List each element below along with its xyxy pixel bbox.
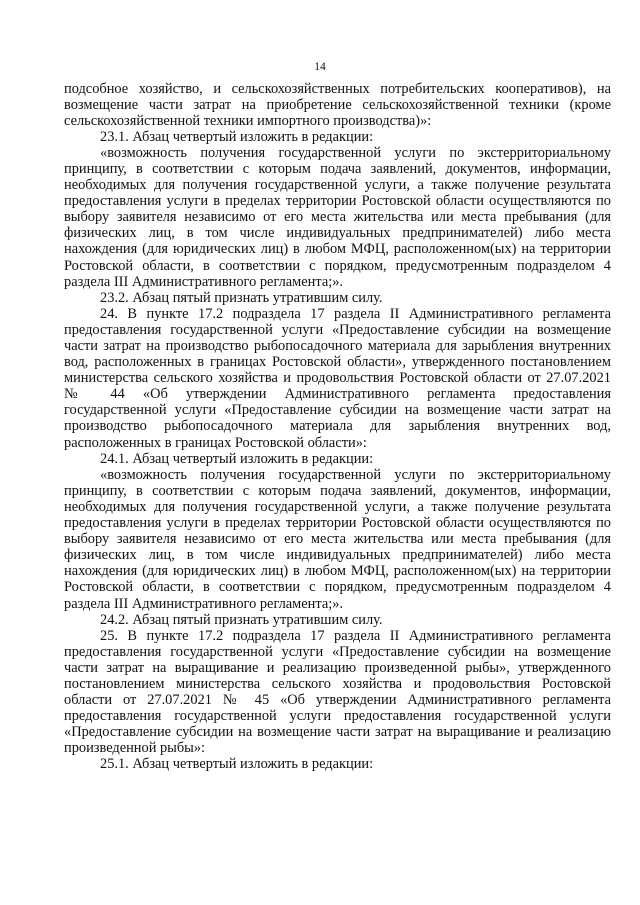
paragraph-25: 25. В пункте 17.2 подраздела 17 раздела II Административного регламента предоставления государственной услуги «Предоставление субсидии на возмещение части затрат на выращивание и реализацию произведенной рыбы», утвержденного постановлением министерства сельского хозяйства и продовольствия Ростовской области от 27.07.2021 № 45 «Об утверждении Административного регламента предоставления государственной услуги предоставления государственной услуги «Предоставление субсидии на возмещение части затрат на выращивание и реализацию произведенной рыбы»: (64, 627, 611, 757)
paragraph-24-2: 24.2. Абзац пятый признать утратившим силу. (100, 611, 383, 628)
paragraph-23-1: 23.1. Абзац четвертый изложить в редакции: (100, 128, 374, 145)
paragraph-quote-24-1: «возможность получения государственной услуги по экстерриториальному принципу, в соответствии с которым подача заявлений, документов, информации, необходимых для получения государственной услуги, а также получение результата предоставления услуги в пределах территории Ростовской области осуществляются по выбору заявителя независимо от его места жительства или места пребывания (для физических лиц, в том числе индивидуальных предпринимателей) либо места нахождения (для юридических лиц) в любом МФЦ, расположенном(ых) на территории Ростовской области, в соответствии с порядком, предусмотренным подразделом 4 раздела III Административного регламента;». (64, 466, 611, 612)
paragraph-quote-23-1: «возможность получения государственной услуги по экстерриториальному принципу, в соответствии с которым подача заявлений, документов, информации, необходимых для получения государственной услуги, а также получение результата предоставления услуги в пределах территории Ростовской области осуществляются по выбору заявителя независимо от его места жительства или места пребывания (для физических лиц, в том числе индивидуальных предпринимателей) либо места нахождения (для юридических лиц) в любом МФЦ, расположенном(ых) на территории Ростовской области, в соответствии с порядком, предусмотренным подразделом 4 раздела III Административного регламента;». (64, 144, 611, 290)
paragraph-23-2: 23.2. Абзац пятый признать утратившим силу. (100, 289, 383, 306)
page-number: 14 (314, 61, 326, 73)
paragraph-continuation: подсобное хозяйство, и сельскохозяйственных потребительских кооперативов), на возмещение части затрат на приобретение сельскохозяйственной техники (кроме сельскохозяйственной техники импортного производства)»: (64, 80, 611, 129)
paragraph-24: 24. В пункте 17.2 подраздела 17 раздела II Административного регламента предоставления государственной услуги «Предоставление субсидии на возмещение части затрат на производство рыбопосадочного материала для зарыбления внутренних вод, расположенных в границах Ростовской области», утвержденного постановлением министерства сельского хозяйства и продовольствия Ростовской области от 27.07.2021 № 44 «Об утверждении Административного регламента предоставления государственной услуги «Предоставление субсидии на возмещение части затрат на производство рыбопосадочного материала для зарыбления внутренних вод, расположенных в границах Ростовской области»: (64, 305, 611, 451)
paragraph-25-1: 25.1. Абзац четвертый изложить в редакции: (100, 756, 374, 773)
document-body (64, 81, 611, 773)
paragraph-24-1: 24.1. Абзац четвертый изложить в редакции: (100, 450, 374, 467)
